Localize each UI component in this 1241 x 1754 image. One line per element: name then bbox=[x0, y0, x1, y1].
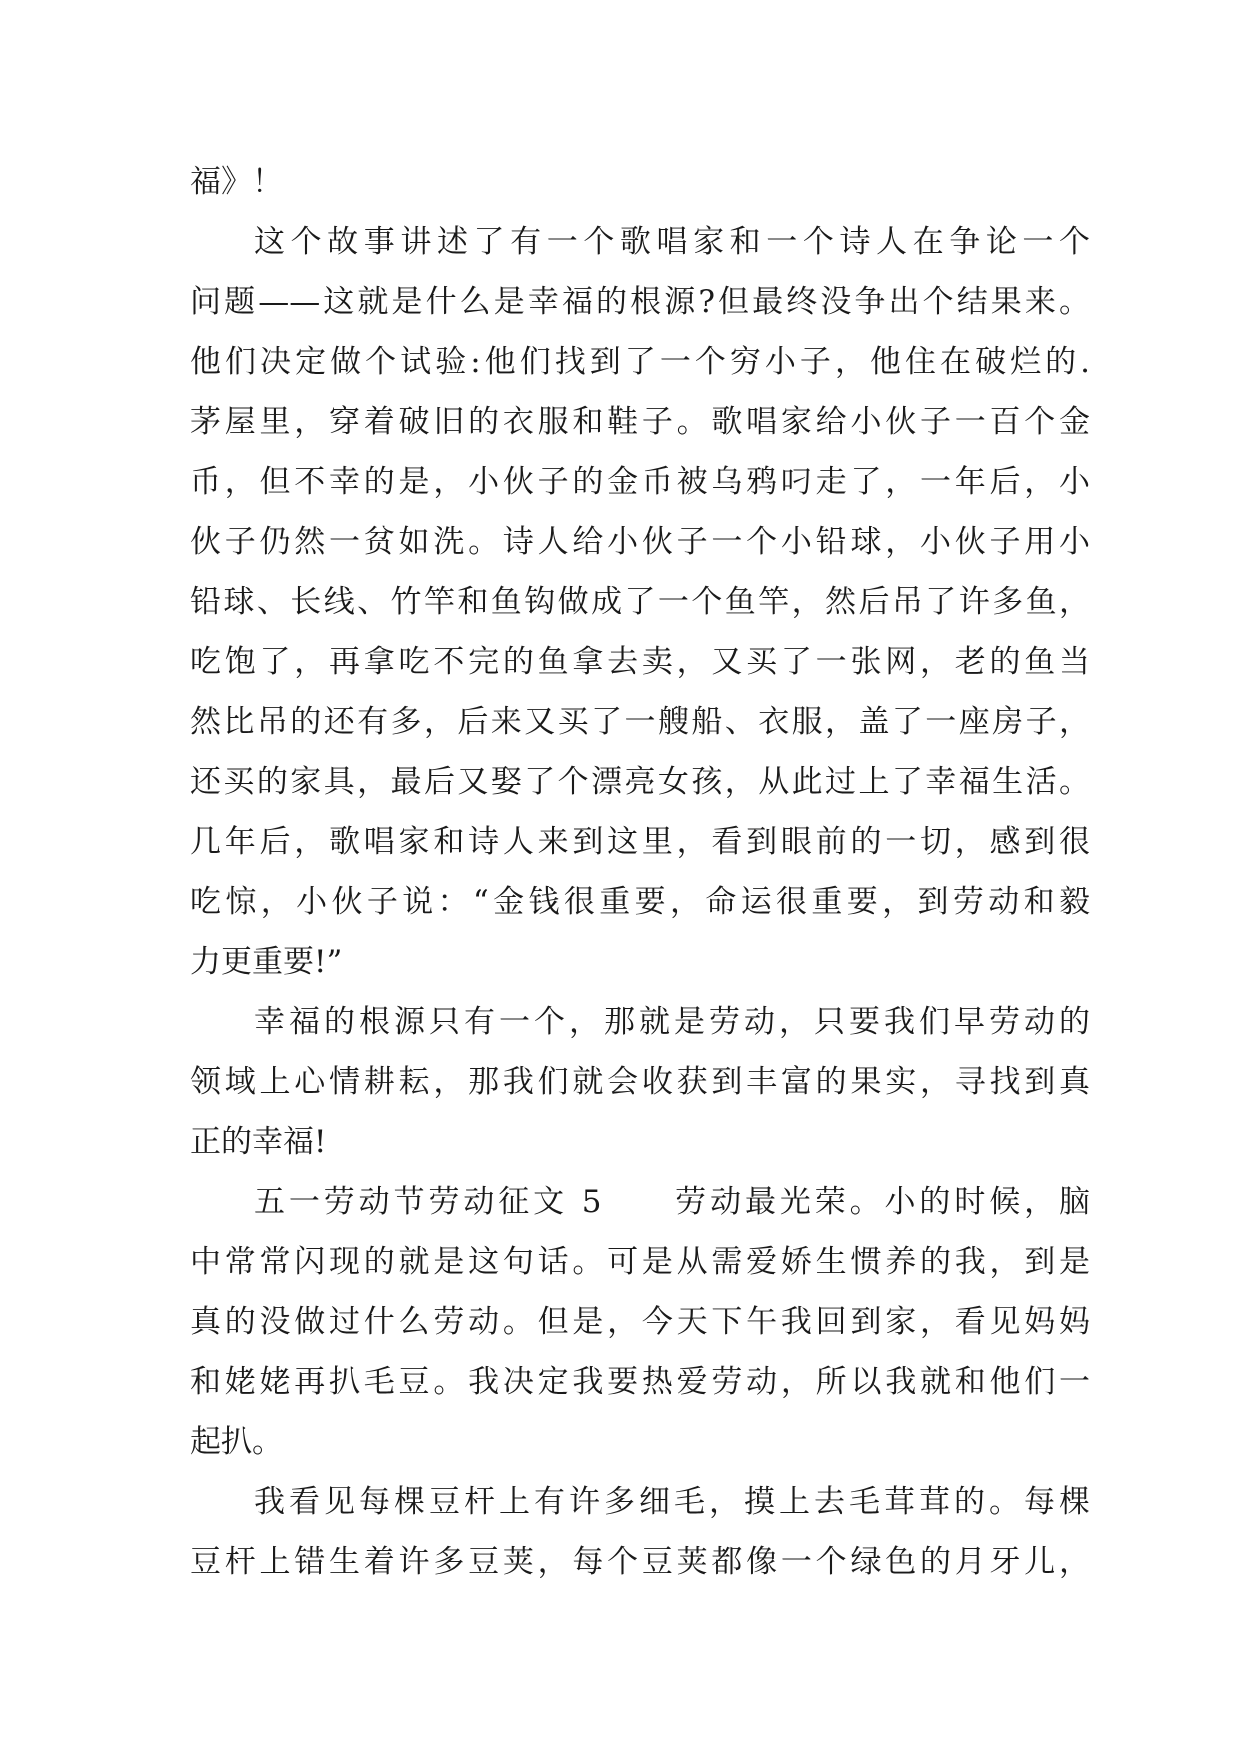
text-line: 吃饱了，再拿吃不完的鱼拿去卖，又买了一张网，老的鱼当 bbox=[190, 644, 1090, 680]
text-line: 伙子仍然一贫如洗。诗人给小伙子一个小铅球，小伙子用小 bbox=[190, 524, 1090, 560]
text-line: 还买的家具，最后又娶了个漂亮女孩，从此过上了幸福生活。 bbox=[190, 764, 1090, 800]
document-body bbox=[190, 152, 1090, 1592]
text-line: 铅球、长线、竹竿和鱼钩做成了一个鱼竿，然后吊了许多鱼， bbox=[190, 584, 1090, 620]
text-line: 福》！ bbox=[190, 164, 283, 200]
text-line: 茅屋里，穿着破旧的衣服和鞋子。歌唱家给小伙子一百个金 bbox=[190, 404, 1090, 440]
text-line: 真的没做过什么劳动。但是，今天下午我回到家，看见妈妈 bbox=[190, 1304, 1090, 1340]
text-line: 中常常闪现的就是这句话。可是从需爱娇生惯养的我，到是 bbox=[190, 1244, 1090, 1280]
text-line: 和姥姥再扒毛豆。我决定我要热爱劳动，所以我就和他们一 bbox=[190, 1364, 1090, 1400]
text-line: 币，但不幸的是，小伙子的金币被乌鸦叼走了，一年后，小 bbox=[190, 464, 1090, 500]
text-line: 力更重要!” bbox=[190, 944, 343, 980]
text-line: 他们决定做个试验:他们找到了一个穷小子，他住在破烂的. bbox=[190, 344, 1090, 380]
text-line: 我看见每棵豆杆上有许多细毛，摸上去毛茸茸的。每棵 bbox=[254, 1484, 1090, 1520]
text-line: 吃惊，小伙子说：“金钱很重要，命运很重要，到劳动和毅 bbox=[190, 884, 1090, 920]
text-line: 然比吊的还有多，后来又买了一艘船、衣服，盖了一座房子， bbox=[190, 704, 1090, 740]
text-line: 幸福的根源只有一个，那就是劳动，只要我们早劳动的 bbox=[254, 1004, 1090, 1040]
text-line: 五一劳动节劳动征文 5 劳动最光荣。小的时候，脑 bbox=[254, 1184, 1090, 1220]
text-line: 起扒。 bbox=[190, 1424, 283, 1460]
text-line: 几年后，歌唱家和诗人来到这里，看到眼前的一切，感到很 bbox=[190, 824, 1090, 860]
text-line: 领域上心情耕耘，那我们就会收获到丰富的果实，寻找到真 bbox=[190, 1064, 1090, 1100]
text-line: 问题——这就是什么是幸福的根源?但最终没争出个结果来。 bbox=[190, 284, 1090, 320]
text-line: 豆杆上错生着许多豆荚，每个豆荚都像一个绿色的月牙儿， bbox=[190, 1544, 1090, 1580]
text-line: 这个故事讲述了有一个歌唱家和一个诗人在争论一个 bbox=[254, 224, 1090, 260]
text-line: 正的幸福! bbox=[190, 1124, 327, 1160]
